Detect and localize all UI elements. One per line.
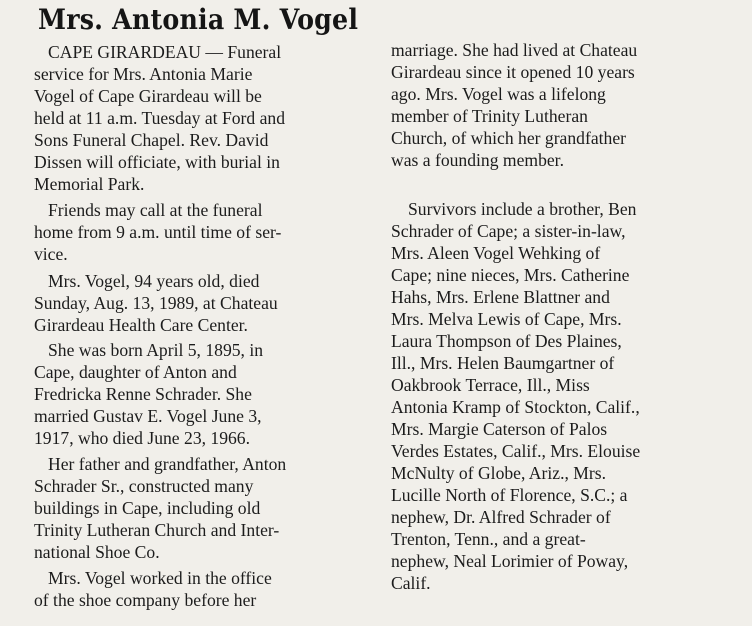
obituary-text-line: home from 9 a.m. until time of ser- bbox=[34, 222, 282, 242]
obituary-text-line: Sons Funeral Chapel. Rev. David bbox=[34, 130, 269, 150]
obituary-text-line: national Shoe Co. bbox=[34, 542, 160, 562]
obituary-text-line: Survivors include a brother, Ben bbox=[408, 199, 637, 219]
obituary-text-line: Memorial Park. bbox=[34, 174, 145, 194]
obituary-text-line: vice. bbox=[34, 244, 68, 264]
obituary-text-line: Her father and grandfather, Anton bbox=[48, 454, 287, 474]
obituary-text-line: service for Mrs. Antonia Marie bbox=[34, 64, 253, 84]
obituary-text-line: of the shoe company before her bbox=[34, 590, 257, 610]
obituary-text-line: Vogel of Cape Girardeau will be bbox=[34, 86, 262, 106]
obituary-text-line: Calif. bbox=[391, 573, 431, 593]
obituary-text-line: Fredricka Renne Schrader. She bbox=[34, 384, 252, 404]
obituary-text-line: 1917, who died June 23, 1966. bbox=[34, 428, 250, 448]
obituary-text-line: was a founding member. bbox=[391, 150, 564, 170]
obituary-text-line: CAPE GIRARDEAU — Funeral bbox=[48, 42, 282, 62]
obituary-text-line: nephew, Neal Lorimier of Poway, bbox=[391, 551, 629, 571]
obituary-text-line: buildings in Cape, including old bbox=[34, 498, 261, 518]
obituary-text-line: Mrs. Margie Caterson of Palos bbox=[391, 419, 608, 439]
obituary-text-line: nephew, Dr. Alfred Schrader of bbox=[391, 507, 611, 527]
obituary-text-line: Schrader of Cape; a sister-in-law, bbox=[391, 221, 626, 241]
obituary-text-line: Mrs. Aleen Vogel Wehking of bbox=[391, 243, 601, 263]
obituary-text-line: member of Trinity Lutheran bbox=[391, 106, 588, 126]
obituary-text-line: Laura Thompson of Des Plaines, bbox=[391, 331, 622, 351]
obituary-text-line: held at 11 a.m. Tuesday at Ford and bbox=[34, 108, 286, 128]
obituary-text-line: Dissen will officiate, with burial in bbox=[34, 152, 280, 172]
obituary-text-line: Mrs. Vogel worked in the office bbox=[48, 568, 272, 588]
obituary-text-line: marriage. She had lived at Chateau bbox=[391, 40, 638, 60]
obituary-text-line: Schrader Sr., constructed many bbox=[34, 476, 254, 496]
obituary-text-line: Hahs, Mrs. Erlene Blattner and bbox=[391, 287, 610, 307]
obituary-text-line: Girardeau since it opened 10 years bbox=[391, 62, 635, 82]
obituary-text-line: Mrs. Vogel, 94 years old, died bbox=[48, 271, 260, 291]
obituary-text-line: Antonia Kramp of Stockton, Calif., bbox=[391, 397, 640, 417]
obituary-text-line: Cape, daughter of Anton and bbox=[34, 362, 237, 382]
obituary-text-line: Ill., Mrs. Helen Baumgartner of bbox=[391, 353, 615, 373]
obituary-text-line: Trenton, Tenn., and a great- bbox=[391, 529, 586, 549]
obituary-text-line: Friends may call at the funeral bbox=[48, 200, 263, 220]
obituary-text-line: Verdes Estates, Calif., Mrs. Elouise bbox=[391, 441, 641, 461]
obituary-text-line: Church, of which her grandfather bbox=[391, 128, 626, 148]
obituary-text-line: Girardeau Health Care Center. bbox=[34, 315, 248, 335]
obituary-text-line: Oakbrook Terrace, Ill., Miss bbox=[391, 375, 590, 395]
obituary-text-line: Trinity Lutheran Church and Inter- bbox=[34, 520, 280, 540]
obituary-text-line: Cape; nine nieces, Mrs. Catherine bbox=[391, 265, 630, 285]
obituary-text-line: ago. Mrs. Vogel was a lifelong bbox=[391, 84, 606, 104]
obituary-headline: Mrs. Antonia M. Vogel bbox=[38, 3, 359, 36]
obituary-text-line: Mrs. Melva Lewis of Cape, Mrs. bbox=[391, 309, 622, 329]
obituary-text-line: Sunday, Aug. 13, 1989, at Chateau bbox=[34, 293, 278, 313]
obituary-text-line: Lucille North of Florence, S.C.; a bbox=[391, 485, 628, 505]
obituary-text-line: married Gustav E. Vogel June 3, bbox=[34, 406, 262, 426]
obituary-text-line: She was born April 5, 1895, in bbox=[48, 340, 264, 360]
obituary-text-line: McNulty of Globe, Ariz., Mrs. bbox=[391, 463, 607, 483]
